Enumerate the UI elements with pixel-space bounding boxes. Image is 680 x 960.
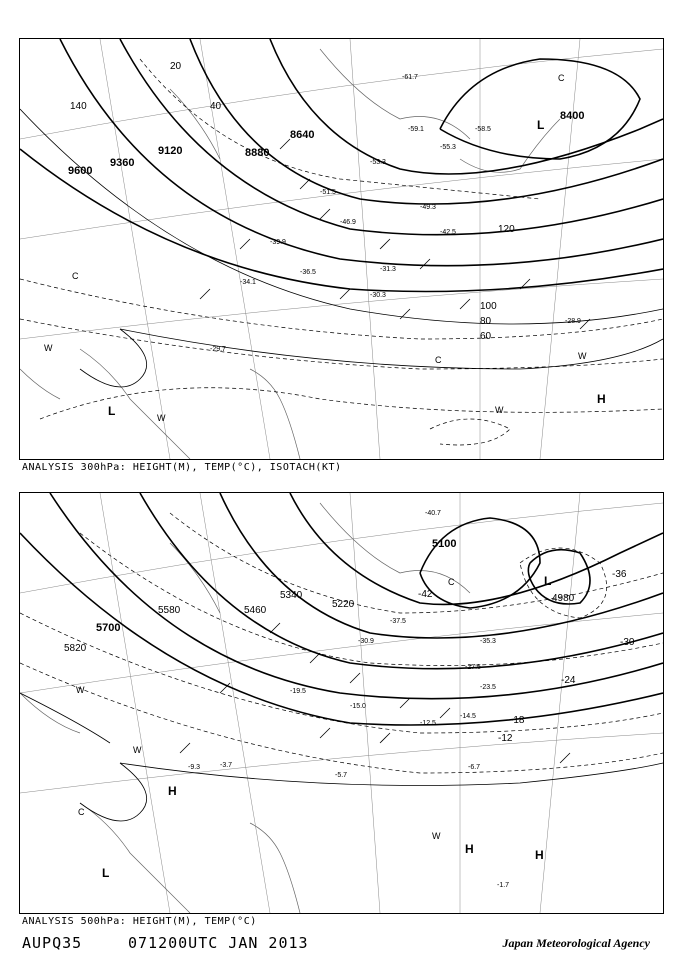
high-pressure-symbol: H [465, 842, 474, 856]
station-temp-label: -6.7 [468, 764, 481, 771]
low-pressure-symbol: L [102, 866, 110, 880]
temp-label: -51.5 [320, 189, 336, 196]
station-temp-label: -35.3 [480, 638, 496, 645]
warm-center-symbol: W [578, 351, 587, 361]
temp-label: -29.7 [210, 346, 226, 353]
high-pressure-symbol: H [168, 784, 177, 798]
cold-center-symbol: C [558, 73, 565, 83]
temp-label: -53.3 [370, 159, 386, 166]
isotach-lines [20, 109, 663, 387]
temp-label: -55.3 [440, 144, 456, 151]
warm-center-symbol: W [133, 745, 142, 755]
isotherms [20, 513, 663, 773]
map-500hpa-svg [20, 493, 663, 913]
station-temp-label: -3.7 [220, 762, 233, 769]
isotach-label: 100 [480, 301, 497, 312]
high-pressure-symbol: H [535, 848, 544, 862]
temp-label: -30.3 [370, 292, 386, 299]
station-temp-label: -19.5 [290, 688, 306, 695]
height-label: 8640 [290, 129, 315, 141]
temp-contour-label: -18 [510, 715, 525, 726]
station-temp-label: -37.5 [390, 618, 406, 625]
agency-credit: Japan Meteorological Agency [502, 936, 650, 950]
station-temp-label: -14.5 [460, 713, 476, 720]
map-300hpa-svg [20, 39, 663, 459]
warm-center-symbol: W [76, 685, 85, 695]
coastline [20, 503, 470, 913]
isotach-label: 120 [498, 224, 515, 235]
map-panel-300hpa [19, 38, 664, 460]
height-label: 9120 [158, 145, 183, 157]
warm-center-symbol: W [157, 413, 166, 423]
caption-300hpa: ANALYSIS 300hPa: HEIGHT(M), TEMP(°C), ISOTACH(KT) [22, 462, 342, 473]
station-temp-label: -9.3 [188, 764, 201, 771]
temp-label: -46.9 [340, 219, 356, 226]
cold-center-symbol: C [435, 355, 442, 365]
temp-label: -61.7 [402, 74, 418, 81]
height-label: 5100 [432, 538, 457, 550]
high-pressure-symbol: H [597, 392, 606, 406]
station-temp-label: -40.7 [425, 510, 441, 517]
warm-center-symbol: W [44, 343, 53, 353]
height-label: 9360 [110, 157, 135, 169]
low-pressure-symbol: L [537, 118, 545, 132]
graticule [20, 493, 663, 913]
cold-center-symbol: C [448, 577, 455, 587]
isotach-label: 60 [480, 331, 492, 342]
chart-code: AUPQ35 [22, 934, 83, 952]
cold-center-symbol: C [78, 807, 85, 817]
isotach-label: 20 [170, 61, 182, 72]
height-label: 8880 [245, 147, 270, 159]
caption-500hpa: ANALYSIS 500hPa: HEIGHT(M), TEMP(°C) [22, 916, 257, 927]
station-temp-label: -5.7 [335, 772, 348, 779]
low-pressure-symbol: L [544, 574, 552, 588]
temp-contour-label: -36 [612, 569, 627, 580]
temp-label: -42.5 [440, 229, 456, 236]
height-label: 5220 [332, 599, 355, 610]
temp-label: -36.5 [300, 269, 316, 276]
height-label: 5460 [244, 605, 267, 616]
warm-center-symbol: W [495, 405, 504, 415]
warm-center-symbol: W [432, 831, 441, 841]
temp-contour-label: -12 [498, 733, 513, 744]
height-label: 5820 [64, 643, 87, 654]
height-label: 5580 [158, 605, 181, 616]
temp-contour-label: -42 [418, 589, 433, 600]
cold-center-symbol: C [72, 271, 79, 281]
temp-label: -58.5 [475, 126, 491, 133]
temp-label: -28.9 [565, 318, 581, 325]
map-panel-500hpa [19, 492, 664, 914]
height-label: 8400 [560, 110, 585, 122]
issue-time: 071200UTC JAN 2013 [128, 934, 309, 952]
station-temp-label: -12.5 [420, 720, 436, 727]
temp-label: -39.9 [270, 239, 286, 246]
station-temp-label: -15.0 [350, 703, 366, 710]
isotach-label: 40 [210, 101, 222, 112]
graticule [20, 39, 663, 459]
height-label: 4980 [552, 593, 575, 604]
low-pressure-symbol: L [108, 404, 116, 418]
temp-label: -34.1 [240, 279, 256, 286]
station-temp-label: -27.5 [465, 664, 481, 671]
temp-label: -59.1 [408, 126, 424, 133]
temp-label: -49.3 [420, 204, 436, 211]
station-temp-label: -1.7 [497, 882, 510, 889]
isotach-label: 80 [480, 316, 492, 327]
temp-contour-label: -24 [561, 675, 576, 686]
temp-contour-label: -30 [620, 637, 635, 648]
height-label: 5700 [96, 622, 121, 634]
station-temp-label: -23.5 [480, 684, 496, 691]
station-temp-label: -30.9 [358, 638, 374, 645]
isotach-label: 140 [70, 101, 87, 112]
height-label: 5340 [280, 590, 303, 601]
height-label: 9600 [68, 165, 93, 177]
temp-label: -31.3 [380, 266, 396, 273]
coastline [20, 49, 560, 459]
